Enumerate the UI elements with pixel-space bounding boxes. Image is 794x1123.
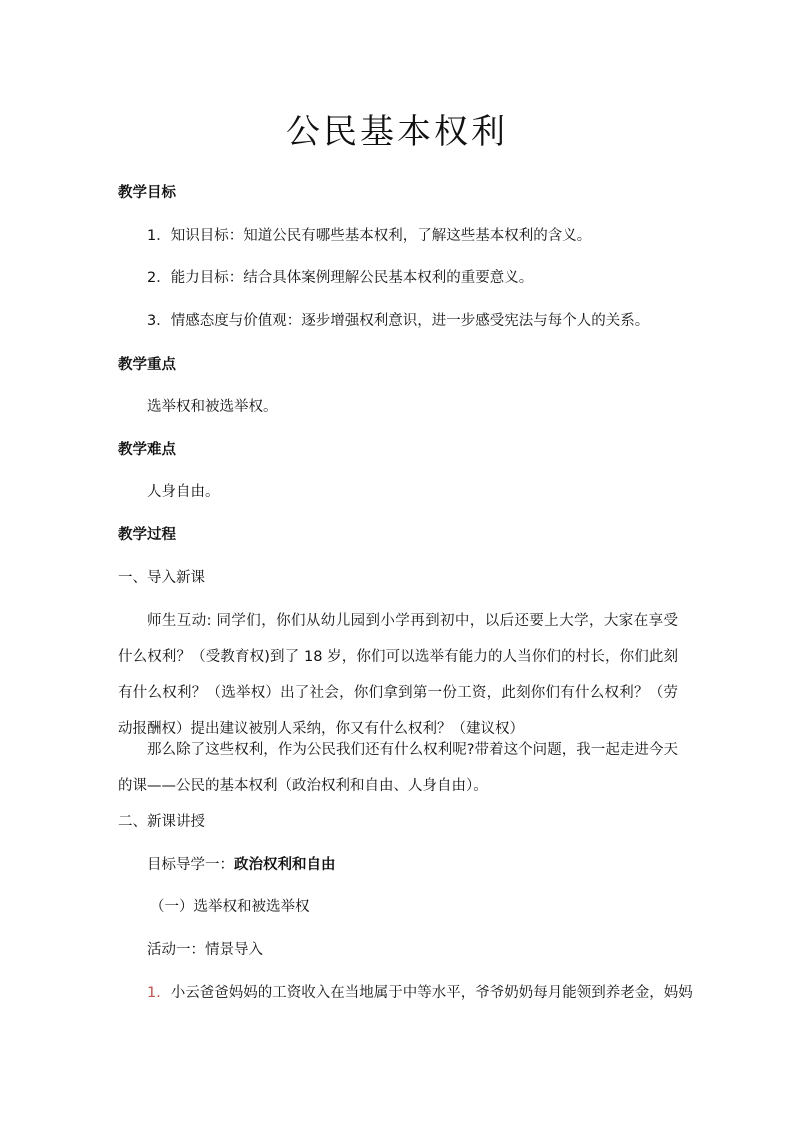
intro-paragraph-2: 那么除了这些权利，作为公民我们还有什么权利呢?带着这个问题，我一起走进今天的课——公民的基本权利（政治权利和自由、人身自由）。 [118, 742, 678, 794]
difficulty-text: 人身自由。 [147, 484, 220, 500]
section-heading-new-lesson: 二、新课讲授 [118, 814, 205, 830]
subsection-heading: （一）选举权和被选举权 [150, 899, 310, 915]
list-item-text: 小云爸爸妈妈的工资收入在当地属于中等水平，爷爷奶奶每月能领到养老金，妈妈 [170, 985, 693, 1001]
process-heading: 教学过程 [118, 527, 176, 543]
key-point-text: 选举权和被选举权。 [147, 399, 278, 415]
goal-title: 政治权利和自由 [234, 857, 336, 873]
goal-line [147, 855, 336, 875]
objective-item-2: 2．能力目标：结合具体案例理解公民基本权利的重要意义。 [147, 270, 534, 286]
section-heading-intro: 一、导入新课 [118, 570, 205, 586]
goal-prefix: 目标导学一： [147, 857, 234, 873]
objective-item-3: 3．情感态度与价值观：逐步增强权利意识，进一步感受宪法与每个人的关系。 [147, 313, 650, 329]
intro-paragraph-1: 师生互动: 同学们，你们从幼儿园到小学再到初中，以后还要上大学，大家在享受什么权利？（受教育权)到了 18 岁，你们可以选举有能力的人当你们的村长，你们此刻有什么权利？（选举权）出了社会，你们拿到第一份工资，此刻你们有什么权利？（劳动报酬权）提出建议被别人采纳，你又有什么权利？（建议权） [118, 613, 678, 737]
list-item-number: 1． [147, 985, 171, 1001]
objectives-heading: 教学目标 [118, 185, 176, 201]
objective-item-1: 1．知识目标：知道公民有哪些基本权利，了解这些基本权利的含义。 [147, 228, 592, 244]
list-item [147, 983, 693, 1003]
difficulty-heading: 教学难点 [118, 442, 176, 458]
document-title: 公民基本权利 [286, 112, 508, 152]
key-point-heading: 教学重点 [118, 357, 176, 373]
activity-heading: 活动一：情景导入 [147, 942, 263, 958]
